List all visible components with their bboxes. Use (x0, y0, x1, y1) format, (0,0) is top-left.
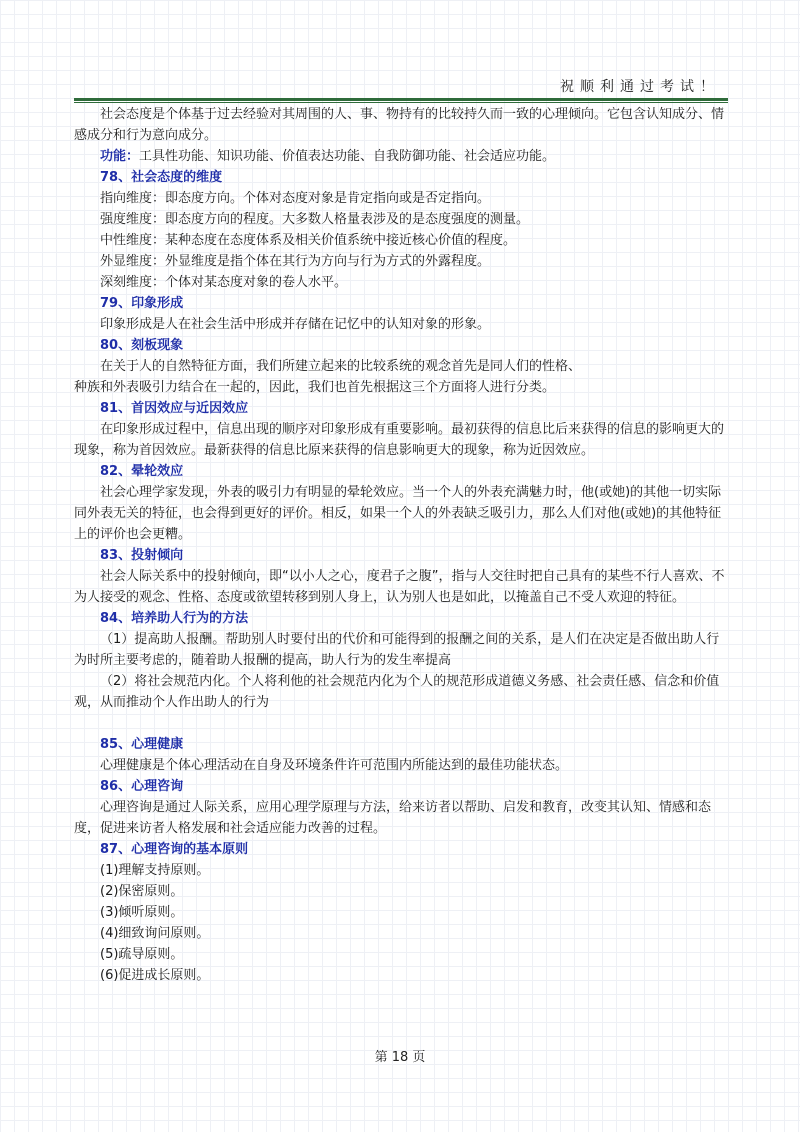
helping-method-2: （2）将社会规范内化。个人将利他的社会规范内化为个人的规范形成道德义务感、社会责任感、信念和价值观，从而推动个人作出助人的行为 (74, 674, 720, 710)
principle-item: (3)倾听原则。 (100, 905, 184, 920)
section-heading-87: 87、心理咨询的基本原则 (100, 842, 249, 857)
section-heading-83: 83、投射倾向 (100, 548, 184, 563)
attitude-definition: 社会态度是个体基于过去经验对其周围的人、事、物持有的比较持久而一致的心理倾向。它包含认知成分、情感成分和行为意向成分。 (74, 107, 725, 143)
principle-item: (4)细致询问原则。 (100, 926, 210, 941)
section-text-86: 心理咨询是通过人际关系，应用心理学原理与方法，给来访者以帮助、启发和教育，改变其认知、情感和态度，促进来访者人格发展和社会适应能力改善的过程。 (74, 800, 712, 836)
functions-label: 功能： (100, 149, 140, 164)
section-heading-78: 78、社会态度的维度 (100, 170, 223, 185)
header-slogan: 祝顺利通过考试！ (560, 79, 720, 95)
dimension-item: 深刻维度：个体对某态度对象的卷人水平。 (100, 275, 348, 290)
dimension-item: 外显维度：外显维度是指个体在其行为方向与行为方式的外露程度。 (100, 254, 491, 269)
dimension-item: 中性维度：某种态度在态度体系及相关价值系统中接近核心价值的程度。 (100, 233, 517, 248)
principle-item: (5)疏导原则。 (100, 947, 184, 962)
section-heading-80: 80、刻板现象 (100, 338, 184, 353)
principle-item: (2)保密原则。 (100, 884, 184, 899)
section-text-82: 社会心理学家发现，外表的吸引力有明显的晕轮效应。当一个人的外表充满魅力时，他(或她)的其他一切实际同外表无关的特征，也会得到更好的评价。相反，如果一个人的外表缺乏吸引力，那么人们对他(或她)的其他特征上的评价也会更糟。 (74, 485, 722, 542)
section-heading-85: 85、心理健康 (100, 737, 184, 752)
section-text-80-line2: 种族和外表吸引力结合在一起的，因此，我们也首先根据这三个方面将人进行分类。 (74, 380, 556, 395)
section-text-83: 社会人际关系中的投射倾向，即“以小人之心，度君子之腹”，指与人交往时把自己具有的某些不行人喜欢、不为人接受的观念、性格、态度或欲望转移到别人身上，认为别人也是如此，以掩盖自己不受人欢迎的特征。 (74, 569, 725, 605)
section-heading-86: 86、心理咨询 (100, 779, 184, 794)
section-text-79: 印象形成是人在社会生活中形成并存储在记忆中的认知对象的形象。 (100, 317, 491, 332)
page-number: 第 18 页 (374, 1050, 426, 1065)
section-text-85: 心理健康是个体心理活动在自身及环境条件许可范围内所能达到的最佳功能状态。 (100, 758, 569, 773)
blank-line (74, 713, 728, 734)
section-heading-79: 79、印象形成 (100, 296, 184, 311)
helping-method-1: （1）提高助人报酬。帮助别人时要付出的代价和可能得到的报酬之间的关系，是人们在决定是否做出助人行为时所主要考虑的，随着助人报酬的提高，助人行为的发生率提高 (74, 632, 720, 668)
principle-item: (1)理解支持原则。 (100, 863, 210, 878)
header-rule (74, 98, 728, 103)
functions-text: 工具性功能、知识功能、价值表达功能、自我防御功能、社会适应功能。 (139, 149, 556, 164)
section-heading-81: 81、首因效应与近因效应 (100, 401, 249, 416)
section-text-80-line1: 在关于人的自然特征方面，我们所建立起来的比较系统的观念首先是同人们的性格、 (100, 359, 582, 374)
principle-item: (6)促进成长原则。 (100, 968, 210, 983)
section-text-81: 在印象形成过程中，信息出现的顺序对印象形成有重要影响。最初获得的信息比后来获得的信息的影响更大的现象，称为首因效应。最新获得的信息比原来获得的信息影响更大的现象，称为近因效应。 (74, 422, 725, 458)
section-heading-84: 84、培养助人行为的方法 (100, 611, 249, 626)
document-body (74, 104, 728, 986)
dimension-item: 指向维度：即态度方向。个体对态度对象是肯定指向或是否定指向。 (100, 191, 491, 206)
dimension-item: 强度维度：即态度方向的程度。大多数人格量表涉及的是态度强度的测量。 (100, 212, 530, 227)
section-heading-82: 82、晕轮效应 (100, 464, 184, 479)
attitude-functions (74, 146, 728, 167)
